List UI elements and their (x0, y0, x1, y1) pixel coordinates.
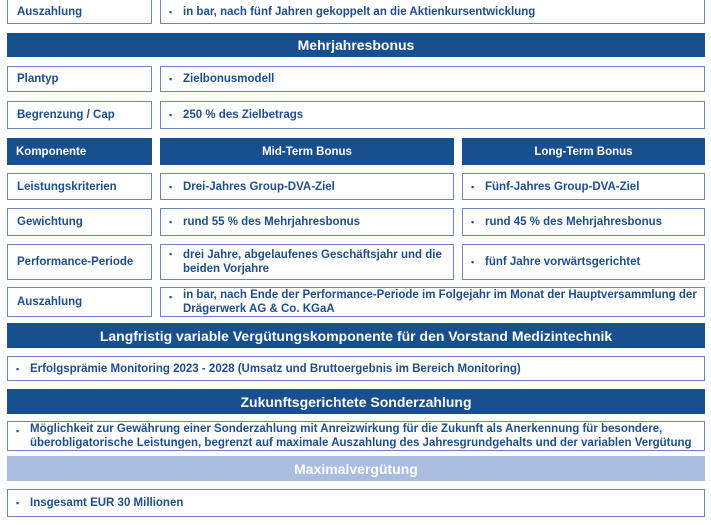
bullet-icon: ▪ (169, 6, 173, 17)
leistungskriterien-long: ▪ Fünf-Jahres Group-DVA-Ziel (462, 173, 705, 200)
long-term-header: Long-Term Bonus (462, 138, 705, 165)
bullet-icon: ▪ (169, 217, 173, 227)
bullet-icon: ▪ (471, 181, 475, 192)
performance-periode-long: ▪ fünf Jahre vorwärtsgerichtet (462, 244, 705, 280)
bullet-icon: ▪ (471, 257, 475, 267)
komponente-header: Komponente (7, 138, 152, 165)
bullet-icon: ▪ (169, 292, 173, 302)
maximalverguetung-header: Maximalvergütung (7, 456, 705, 481)
plantyp-value: ▪ Zielbonusmodell (160, 66, 705, 92)
leistungskriterien-mid: ▪ Drei-Jahres Group-DVA-Ziel (160, 173, 454, 200)
bullet-icon: ▪ (169, 110, 173, 120)
mid-term-header: Mid-Term Bonus (160, 138, 454, 165)
cap-label: Begrenzung / Cap (7, 101, 152, 129)
performance-periode-mid: ▪ drei Jahre, abgelaufenes Geschäftsjahr und die beiden Vorjahre (160, 244, 454, 280)
mehrjahresbonus-header: Mehrjahresbonus (7, 33, 705, 57)
bullet-icon: ▪ (169, 249, 173, 259)
langfristig-header: Langfristig variable Vergütungskomponente für den Vorstand Medizintechnik (7, 323, 705, 348)
gewichtung-mid: ▪ rund 55 % des Mehrjahresbonus (160, 208, 454, 236)
bullet-icon: ▪ (16, 363, 20, 374)
sonderzahlung-item: ▪ Möglichkeit zur Gewährung einer Sonderzahlung mit Anreizwirkung für die Zukunft als Anerkennung für besondere, überobligatorische Leistungen, begrenzt auf maximale Auszahlung des Jahresgrundgehalts und der variablen Vergütung (7, 421, 705, 451)
gewichtung-label: Gewichtung (7, 208, 152, 236)
top-auszahlung-value: ▪ in bar, nach fünf Jahren gekoppelt an die Aktienkursentwicklung (160, 0, 705, 24)
bullet-icon: ▪ (169, 181, 173, 192)
sonderzahlung-header: Zukunftsgerichtete Sonderzahlung (7, 389, 705, 414)
bullet-icon: ▪ (169, 74, 173, 84)
bullet-icon: ▪ (16, 498, 20, 508)
cap-value: ▪ 250 % des Zielbetrags (160, 101, 705, 129)
auszahlung-value: ▪ in bar, nach Ende der Performance-Periode im Folgejahr im Monat der Hauptversammlung der Drägerwerk AG & Co. KGaA (160, 287, 705, 317)
bullet-icon: ▪ (471, 217, 475, 227)
maximalverguetung-item: ▪ Insgesamt EUR 30 Millionen (7, 489, 705, 517)
auszahlung-label: Auszahlung (7, 287, 152, 317)
leistungskriterien-label: Leistungskriterien (7, 173, 152, 200)
gewichtung-long: ▪ rund 45 % des Mehrjahresbonus (462, 208, 705, 236)
performance-periode-label: Performance-Periode (7, 244, 152, 280)
top-auszahlung-label: Auszahlung (7, 0, 152, 24)
bullet-icon: ▪ (16, 426, 20, 436)
plantyp-label: Plantyp (7, 66, 152, 92)
langfristig-item: ▪ Erfolgsprämie Monitoring 2023 - 2028 (Umsatz und Bruttoergebnis im Bereich Monitoring) (7, 356, 705, 381)
